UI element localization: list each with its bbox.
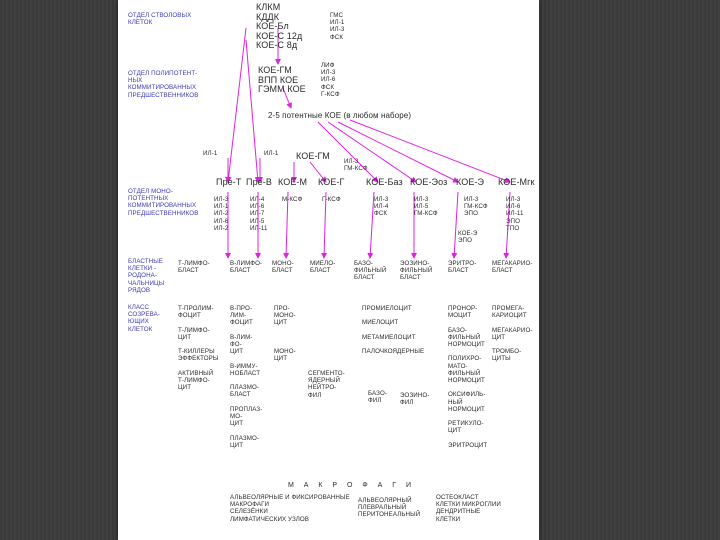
- section-poly-label: ОТДЕЛ ПОЛИПОТЕНТ- НЫХ КОММИТИРОВАННЫХ ПРЕДШЕСТВЕННИКОВ: [128, 70, 199, 99]
- macrophages-right: ОСТЕОКЛАСТ КЛЕТКИ МИКРОГЛИИ ДЕНДРИТНЫЕ КЛЕТКИ: [436, 494, 501, 523]
- mono-koe-baz: КОЕ-Баз: [366, 177, 403, 187]
- section-mature-label: КЛАСС СОЗРЕВА- ЮЩИХ КЛЕТОК: [128, 304, 161, 333]
- factors-pre-t: ИЛ-3 ИЛ-1 ИЛ-2 ИЛ-6 ИЛ-2: [214, 196, 229, 232]
- mature-seg-neutrophil: СЕГМЕНТО- ЯДЕРНЫЙ НЕЙТРО- ФИЛ: [308, 370, 345, 399]
- il1-left: ИЛ-1: [203, 150, 218, 157]
- mono-koe-m: КОЕ-М: [278, 177, 308, 187]
- factors-koe-mgk: ИЛ-3 ИЛ-6 ИЛ-11 ЭПО ТПО: [506, 196, 524, 232]
- blast-myelo: МИЕЛО- БЛАСТ: [310, 260, 336, 275]
- factors-koe-m: М-КСФ: [282, 196, 303, 203]
- mature-mgk-column: ПРОМЕГА- КАРИОЦИТ МЕГАКАРИО- ЦИТ ТРОМБО- ЦИТЫ: [492, 305, 533, 363]
- mono-koe-e: КОЕ-Э: [456, 177, 485, 187]
- blast-mono: МОНО- БЛАСТ: [272, 260, 294, 275]
- diagram-slide: [118, 0, 539, 540]
- koe-e-sub: КОЕ-Э ЭПО: [458, 230, 478, 245]
- blast-b: В-ЛИМФО- БЛАСТ: [230, 260, 263, 275]
- arrow-note-e: [338, 122, 458, 182]
- arrow-stem-pret: [228, 28, 246, 182]
- poly-factors: ЛИФ ИЛ-3 ИЛ-6 ФСК Г-КСФ: [321, 62, 340, 98]
- blast-eos: ЭОЗИНО- ФИЛЬНЫЙ БЛАСТ: [400, 260, 433, 282]
- stem-cells: КЛКМ КДДК КОЕ-Бл КОЕ-С 12д КОЕ-С 8д: [256, 2, 303, 50]
- il-gm-factors: ИЛ-3 ГМ-КСФ: [344, 158, 368, 173]
- il1-right: ИЛ-1: [264, 150, 279, 157]
- arrow-note-mgk: [350, 120, 510, 182]
- mature-t-column: Т-ПРОЛИМ- ФОЦИТ Т-ЛИМФО- ЦИТ Т-КИЛЛЕРЫ ЭФФЕКТОРЫ АКТИВНЫЙ Т-ЛИМФО- ЦИТ: [178, 305, 219, 392]
- factors-koe-eoz: ИЛ-3 ИЛ-5 ГМ-КСФ: [414, 196, 438, 218]
- mature-b-column: В-ПРО- ЛИМ- ФОЦИТ В-ЛИМ- ФО- ЦИТ В-ИММУ- НОБЛАСТ ПЛАЗМО- БЛАСТ ПРОПЛАЗ- МО- ЦИТ ПЛАЗМО- ЦИТ: [230, 305, 263, 449]
- mature-basophil: БАЗО- ФИЛ: [368, 390, 388, 405]
- arrow-stem-preb: [246, 40, 258, 182]
- macrophages-left: АЛЬВЕОЛЯРНЫЕ И ФИКСИРОВАННЫЕ МАКРОФАГИ СЕЛЕЗЁНКИ ЛИМФАТИЧЕСКИХ УЗЛОВ: [230, 494, 350, 523]
- blast-baso: БАЗО- ФИЛЬНЫЙ БЛАСТ: [354, 260, 387, 282]
- arrow-note-eoz: [328, 122, 416, 182]
- factors-koe-baz: ИЛ-3 ИЛ-4 ФСК: [374, 196, 389, 218]
- blast-t: Т-ЛИМФО- БЛАСТ: [178, 260, 210, 275]
- section-blast-label: БЛАСТНЫЕ КЛЕТКИ - РОДОНА- ЧАЛЬНИЦЫ РЯДОВ: [128, 258, 165, 294]
- blast-mgk: МЕГАКАРИО- БЛАСТ: [492, 260, 533, 275]
- blast-erythro: ЭРИТРО- БЛАСТ: [448, 260, 477, 275]
- macrophages-title: М А К Р О Ф А Г И: [288, 482, 416, 489]
- mono-pre-t: Пре-Т: [216, 177, 242, 187]
- koe-gm-label: КОЕ-ГМ: [296, 151, 330, 161]
- potent-note: 2-5 потентные КОЕ (в любом наборе): [268, 111, 412, 120]
- mono-koe-eoz: КОЕ-Эоз: [410, 177, 448, 187]
- mono-koe-mgk: КОЕ-Мгк: [498, 177, 535, 187]
- mature-eosinophil: ЭОЗИНО- ФИЛ: [400, 392, 430, 407]
- section-mono-label: ОТДЕЛ МОНО- ПОТЕНТНЫХ КОММИТИРОВАННЫХ ПРЕДШЕСТВЕННИКОВ: [128, 188, 199, 217]
- mature-mono-column: ПРО- МОНО- ЦИТ МОНО- ЦИТ: [274, 305, 296, 363]
- macrophages-middle: АЛЬВЕОЛЯРНЫЙ ПЛЕВРАЛЬНЫЙ ПЕРИТОНЕАЛЬНЫЙ: [358, 497, 421, 519]
- factors-pre-b: ИЛ-4 ИЛ-6 ИЛ-7 ИЛ-5 ИЛ-11: [250, 196, 268, 232]
- factors-koe-g: Г-КСФ: [322, 196, 341, 203]
- factors-koe-e: ИЛ-3 ГМ-КСФ ЭПО: [464, 196, 488, 218]
- poly-cells: КОЕ-ГМ ВПП КОЕ ГЭММ КОЕ: [258, 65, 306, 94]
- stem-factors: ГМС ИЛ-1 ИЛ-3 ФСК: [330, 12, 345, 41]
- mono-koe-g: КОЕ-Г: [318, 177, 345, 187]
- mature-erythro-column: ПРОНОР- МОЦИТ БАЗО- ФИЛЬНЫЙ НОРМОЦИТ ПОЛИХРО- МАТО- ФИЛЬНЫЙ НОРМОЦИТ ОКСИФИЛЬ- НЫЙ НОРМОЦИТ РЕТИКУЛО- ЦИТ ЭРИТРОЦИТ: [448, 305, 488, 449]
- section-stem-label: ОТДЕЛ СТВОЛОВЫХ КЛЕТОК: [128, 12, 192, 27]
- arrow-e: [454, 192, 458, 258]
- mono-pre-b: Пре-В: [246, 177, 272, 187]
- mature-granulo-column: ПРОМИЕЛОЦИТ МИЕЛОЦИТ МЕТАМИЕЛОЦИТ ПАЛОЧКОЯДЕРНЫЕ: [362, 305, 425, 356]
